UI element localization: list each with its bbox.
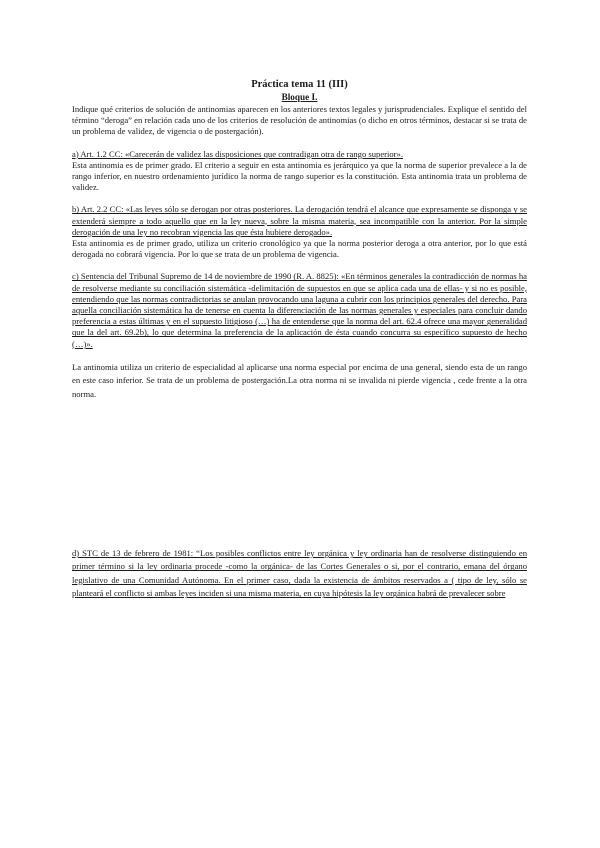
block-heading: Bloque I. xyxy=(281,92,318,102)
item-c-quote: c) Sentencia del Tribunal Supremo de 14 de noviembre de 1990 (R. A. 8825): «En términos generales la contradicción de normas ha de resolverse mediante su conciliación sistemática -delimitación de supuestos en que se aplica cada una de ellas- y si no es posible, entendiendo que las normas contradictorias se anulan provocando una laguna a cubrir con los principios generales del derecho. Para aquella conciliación sistemática ha de tenerse en cuenta la diferenciación de las normas generales y especiales para concluir dando preferencia a estas últimas y en el supuesto litigioso (…) ha de entenderse que la norma del art. 62.4 ofrece una mayor generalidad que la del art. 69.2b), lo que determina la preferencia de la aplicación de ésta cuando concurra su específico supuesto de hecho (…)». xyxy=(72,271,527,349)
page-title: Práctica tema 11 (III) xyxy=(251,79,348,90)
item-a-answer: Esta antinomia es de primer grado. El criterio a seguir en esta antinomia es jerárquico ya que la norma de superior prevalece a la de rango inferior, en nuestro ordenamiento jurídico la norma de rango superior es la constitución. Esta antinomia trata un problema de validez. xyxy=(72,159,527,193)
item-d-quote: d) STC de 13 de febrero de 1981: “Los posibles conflictos entre ley orgánica y ley ordinaria han de resolverse distinguiendo en primer término si la ley ordinaria procede -como la orgánica- de las Cortes Generales o si, por el contrario, emana del órgano legislativo de una Comunidad Autónoma. En el primer caso, dada la existencia de ámbitos reservados a ( tipo de ley, sólo se planteará el conflicto si ambas leyes inciden si una misma materia, en cuya hipótesis la ley orgánica habrá de prevalecer sobre xyxy=(72,548,527,599)
document-body xyxy=(72,78,527,601)
item-c-answer: La antinomia utiliza un criterio de especialidad al aplicarse una norma especial por encima de una general, siendo esta de un rango en este caso inferior. Se trata de un problema de postergación.La otra norma ni se invalida ni pierde vigencia , cede frente a la otra norma. xyxy=(72,361,527,399)
item-a-quote: a) Art. 1.2 CC: «Carecerán de validez las disposiciones que contradigan otra de rango superior». xyxy=(72,148,403,159)
intro-paragraph: Indique qué criterios de solución de antinomias aparecen en los anteriores textos legales y jurisprudenciales. Explique el sentido del término “deroga” en relación cada uno de los criterios de resolución de antinomias (o dicho en otros términos, destacar si se trata de un problema de validez, de vigencia o de postergación). xyxy=(72,104,527,137)
item-b-quote: b) Art. 2.2 CC: «Las leyes sólo se derogan por otras posteriores. La derogación tendrá el alcance que expresamente se disponga y se extenderá siempre a todo aquello que en la ley nueva, sobre la misma materia, sea incompatible con la anterior. Por la simple derogación de una ley no recobran vigencia las que ésta hubiere derogado». xyxy=(72,204,527,237)
item-b-answer: Esta antinomia es de primer grado, utiliza un criterio cronológico ya que la norma posterior deroga a otra anterior, por lo que está derogada no cobrará vigencia. Por lo que se trata de un problema de vigencia. xyxy=(72,238,527,260)
